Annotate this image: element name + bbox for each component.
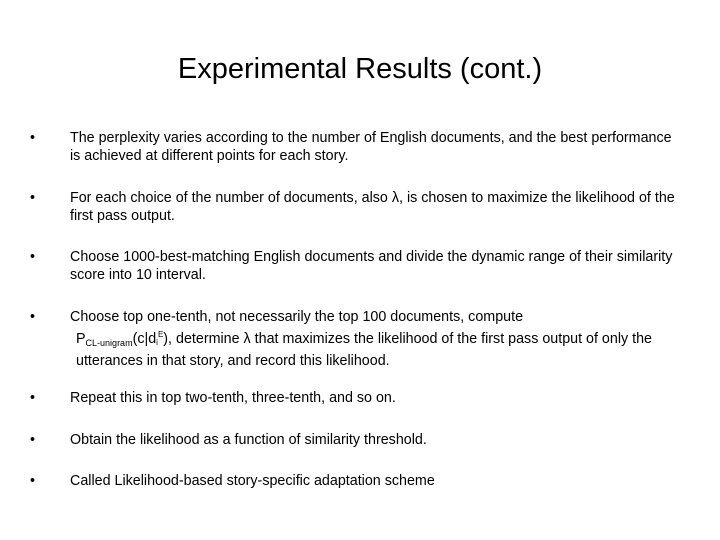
- bullet-dot: •: [30, 309, 36, 325]
- bullet-text: The perplexity varies according to the number of English documents, and the best performance is achieved at different points for each story.: [70, 130, 672, 164]
- bullet-dot: •: [30, 249, 36, 265]
- bullet-text-before: Choose top one-tenth, not necessarily the top 100 documents, compute: [70, 309, 524, 325]
- bullet-text: Repeat this in top two-tenth, three-tenth, and so on.: [70, 390, 396, 406]
- bullet-dot: •: [30, 432, 36, 448]
- bullet-dot: •: [30, 130, 36, 146]
- bullet-dot: •: [30, 473, 36, 489]
- bullet-text: [70, 308, 685, 370]
- bullet-dot: •: [30, 190, 36, 206]
- slide-title: Experimental Results (cont.): [177, 53, 543, 85]
- formula-close: ): [163, 331, 169, 347]
- formula-p: P: [76, 331, 86, 347]
- formula-subscript: CL-unigram: [85, 338, 133, 348]
- formula: [70, 326, 685, 370]
- bullet-text: For each choice of the number of documents, also λ, is chosen to maximize the likelihood of the first pass output.: [70, 190, 675, 224]
- bullet-text: Called Likelihood-based story-specific adaptation scheme: [70, 473, 435, 489]
- bullet-text: Obtain the likelihood as a function of similarity threshold.: [70, 432, 427, 448]
- bullet-dot: •: [30, 390, 36, 406]
- bullet-text-after: , determine λ that maximizes the likelihood of the first pass output of only the utterances in that story, and record this likelihood.: [76, 331, 653, 369]
- formula-open: (c|d: [132, 331, 157, 347]
- formula-superscript: E: [157, 330, 164, 339]
- formula-index: i: [156, 338, 158, 347]
- bullet-text: Choose 1000-best-matching English documents and divide the dynamic range of their similarity score into 10 interval.: [70, 249, 673, 283]
